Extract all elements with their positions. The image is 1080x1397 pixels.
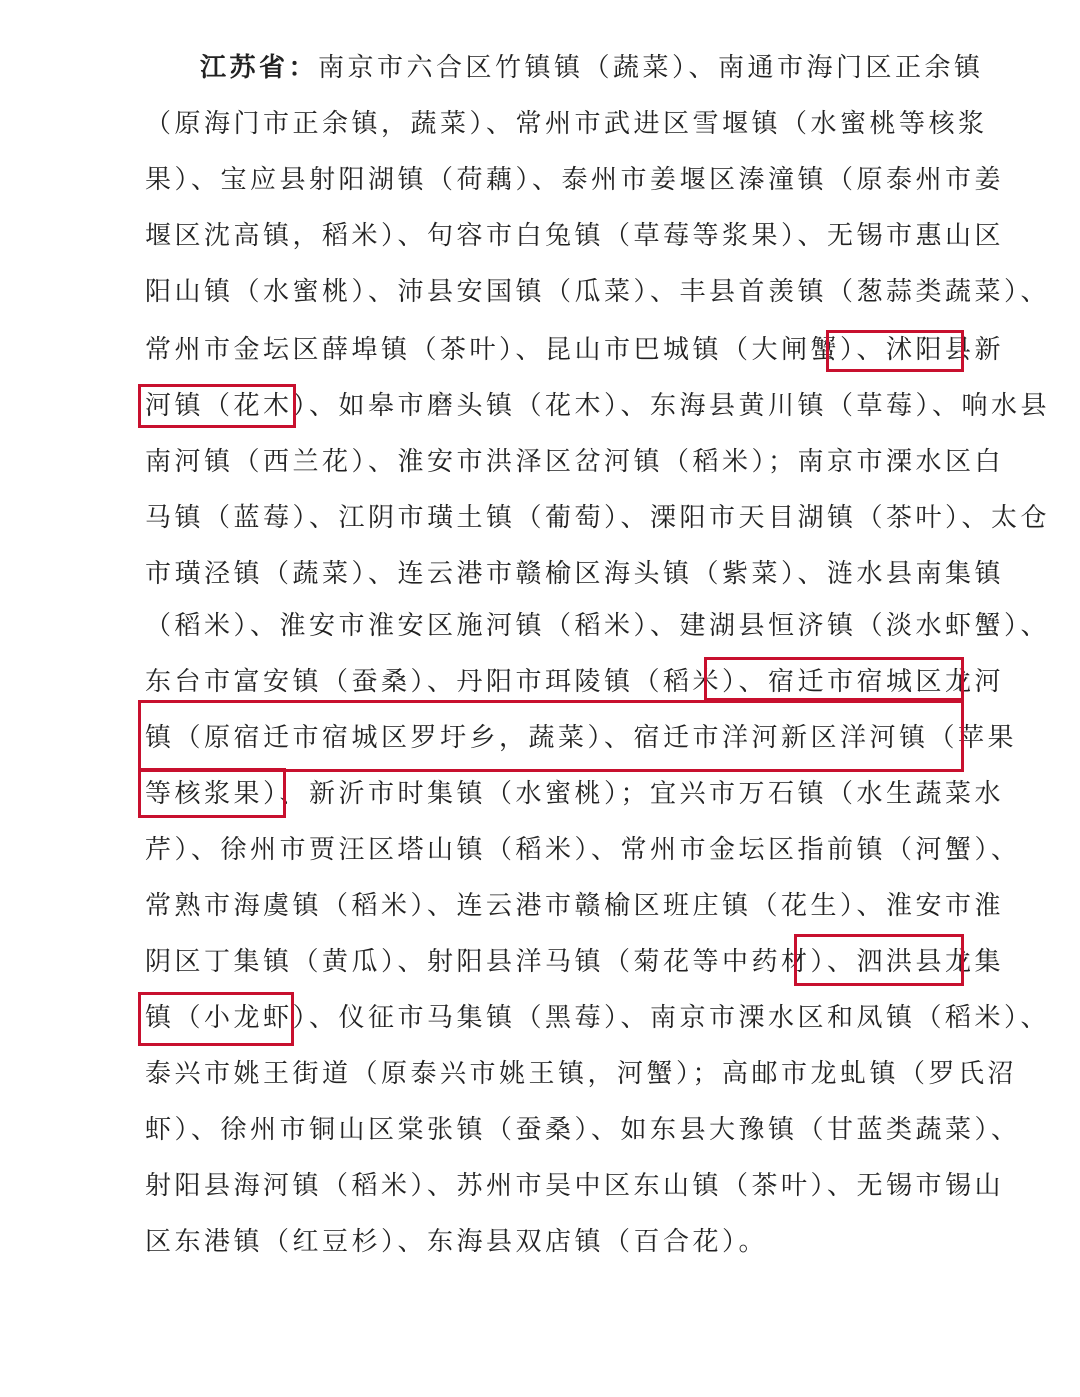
text-line-8: 南河镇（西兰花）、淮安市洪泽区岔河镇（稻米）；南京市溧水区白 bbox=[145, 447, 1005, 477]
text-line-4: 堰区沈高镇，稻米）、句容市白兔镇（草莓等浆果）、无锡市惠山区 bbox=[145, 221, 1005, 251]
highlight-box-sihong-part2 bbox=[138, 992, 294, 1046]
text-line-21: 射阳县海河镇（稻米）、苏州市吴中区东山镇（茶叶）、无锡市锡山 bbox=[145, 1171, 1005, 1201]
highlight-box-suqian-part2 bbox=[138, 700, 964, 772]
text-line-16: 常熟市海虞镇（稻米）、连云港市赣榆区班庄镇（花生）、淮安市淮 bbox=[145, 891, 1005, 921]
text-line-1-content: 南京市六合区竹镇镇（蔬菜）、南通市海门区正余镇 bbox=[318, 53, 984, 83]
text-line-13: 镇（原宿迁市宿城区罗圩乡，蔬菜）、宿迁市洋河新区洋河镇（苹果 bbox=[145, 723, 1018, 753]
text-line-17: 阴区丁集镇（黄瓜）、射阳县洋马镇（菊花等中药材）、泗洪县龙集 bbox=[145, 947, 1005, 977]
text-line-5: 阳山镇（水蜜桃）、沛县安国镇（瓜菜）、丰县首羡镇（葱蒜类蔬菜）、 bbox=[145, 277, 1051, 307]
text-line-14: 等核浆果）、新沂市时集镇（水蜜桃）；宜兴市万石镇（水生蔬菜水 bbox=[145, 779, 1005, 809]
text-line-19: 泰兴市姚王街道（原泰兴市姚王镇，河蟹）；高邮市龙虬镇（罗氏沼 bbox=[145, 1059, 1018, 1089]
province-label: 江苏省： bbox=[200, 53, 319, 83]
highlight-box-sihong-part1 bbox=[794, 934, 964, 986]
text-line-20: 虾）、徐州市铜山区棠张镇（蚕桑）、如东县大豫镇（甘蓝类蔬菜）、 bbox=[145, 1115, 1021, 1145]
highlight-box-shuyang-part2 bbox=[138, 384, 296, 428]
text-line-2: （原海门市正余镇，蔬菜）、常州市武进区雪堰镇（水蜜桃等核浆 bbox=[145, 109, 988, 139]
text-line-12: 东台市富安镇（蚕桑）、丹阳市珥陵镇（稻米）、宿迁市宿城区龙河 bbox=[145, 667, 1005, 697]
text-line-18: 镇（小龙虾）、仪征市马集镇（黑莓）、南京市溧水区和凤镇（稻米）、 bbox=[145, 1003, 1051, 1033]
highlight-box-shuyang-part1 bbox=[826, 330, 964, 372]
text-line-7: 河镇（花木）、如皋市磨头镇（花木）、东海县黄川镇（草莓）、响水县 bbox=[145, 391, 1051, 421]
text-line-10: 市璜泾镇（蔬菜）、连云港市赣榆区海头镇（紫菜）、涟水县南集镇 bbox=[145, 559, 1005, 589]
text-line-1 bbox=[200, 48, 984, 88]
text-line-15: 芹）、徐州市贾汪区塔山镇（稻米）、常州市金坛区指前镇（河蟹）、 bbox=[145, 835, 1021, 865]
highlight-box-suqian-part3 bbox=[138, 768, 286, 818]
text-line-22: 区东港镇（红豆杉）、东海县双店镇（百合花）。 bbox=[145, 1227, 769, 1257]
text-line-3: 果）、宝应县射阳湖镇（荷藕）、泰州市姜堰区溱潼镇（原泰州市姜 bbox=[145, 165, 1005, 195]
text-line-11: （稻米）、淮安市淮安区施河镇（稻米）、建湖县恒济镇（淡水虾蟹）、 bbox=[145, 611, 1051, 641]
highlight-box-suqian-part1 bbox=[704, 657, 964, 701]
text-line-6: 常州市金坛区薛埠镇（茶叶）、昆山市巴城镇（大闸蟹）、沭阳县新 bbox=[145, 335, 1005, 365]
text-line-9: 马镇（蓝莓）、江阴市璜土镇（葡萄）、溧阳市天目湖镇（茶叶）、太仓 bbox=[145, 503, 1051, 533]
